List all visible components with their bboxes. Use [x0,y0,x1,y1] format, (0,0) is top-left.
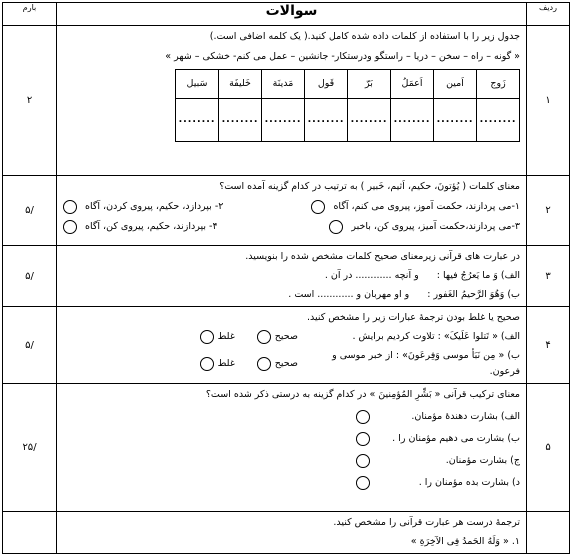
false-label: غلط [217,358,235,369]
question-number: ۵ [527,384,570,512]
question-score: /۵ [3,176,57,246]
word-bank: « گونه – راه – سخن – دریا – راستگو ودرستکار- جانشین – عمل می کنم- خشکی – شهر » [165,51,520,62]
question-1-instruction: جدول زیر را با استفاده از کلمات داده شده کامل کنید.( یک کلمه اضافی است.) [209,31,520,42]
true-option[interactable] [257,356,298,372]
question-6-item-1: ۱. « وَلَهُ الحَمدُ فِی الآخِرَةِ » [410,536,520,547]
exam-table [2,2,570,554]
radio-circle[interactable] [200,357,214,371]
question-score [3,512,57,554]
words-table [175,69,520,142]
answer-cell[interactable]: ........ [434,99,477,142]
option-1[interactable] [311,199,520,215]
radio-circle[interactable] [257,357,271,371]
question-2-text: معنای کلمات ( یُؤتونَ، حکیم، اَثیم، خَبیر ) به ترتیب در کدام گزینه آمده است؟ [219,181,520,192]
question-3 [57,246,527,307]
radio-circle[interactable] [356,432,370,446]
option-label: د) بشارت بده مؤمنان را . [418,477,520,488]
false-option[interactable] [200,356,235,372]
question-score: /۵ [3,246,57,307]
statement-b: ب) « مِن نَبَأ موسی وَفِرعَونَ» : از خبر موسی و فرعون. [332,350,520,377]
question-4-row [3,307,570,384]
item-a-answer[interactable]: و آنچه ............ در آن . [324,270,419,281]
answer-cell[interactable]: ........ [477,99,520,142]
answer-cell[interactable]: ........ [391,99,434,142]
option-a[interactable] [63,409,520,425]
question-2 [57,176,527,246]
radio-circle[interactable] [311,200,325,214]
question-score: /۵ [3,307,57,384]
question-3-text: در عبارت های قرآنی زیرمعنای صحیح کلمات مشخص شده را بنویسید. [245,251,520,262]
option-4[interactable] [63,219,218,235]
question-number: ۴ [527,307,570,384]
true-option[interactable] [257,329,298,345]
word-cell: مَدینَة [262,70,305,99]
header-row [3,3,570,26]
option-label: ۱-می پردازند، حکمت آموز، پیروی می کنم، آگاه [333,201,520,212]
radio-circle[interactable] [356,454,370,468]
word-cell: اَعمَلُ [391,70,434,99]
option-label: ۴- بپردازند، حکیم، پیروی کن، آگاه [85,221,218,232]
statement-a: الف) « تَتلوا عَلَیکَ» : تلاوت کردیم برایش . [352,331,520,342]
question-4-text: صحیح یا غلط بودن ترجمهٔ عبارات زیر را مشخص کنید. [306,312,520,323]
option-3[interactable] [329,219,520,235]
question-number: ۳ [527,246,570,307]
option-label: الف) بشارت دهندهٔ مؤمنان. [411,411,520,422]
question-6 [57,512,527,554]
question-number: ۱ [527,26,570,176]
radio-circle[interactable] [329,220,343,234]
question-number [527,512,570,554]
question-1-row [3,26,570,176]
question-3-row [3,246,570,307]
radio-circle[interactable] [63,200,77,214]
question-score: ۲ [3,26,57,176]
question-score: /۲۵ [3,384,57,512]
question-1 [57,26,527,176]
radio-circle[interactable] [200,330,214,344]
exam-page [2,2,569,547]
question-4 [57,307,527,384]
true-label: صحیح [274,358,298,369]
item-b-label: ب) وَهُوَ الرَّحیمُ الغَفور : [427,289,520,300]
answer-cell[interactable]: ........ [305,99,348,142]
radio-circle[interactable] [356,476,370,490]
option-label: ۳-می پردازند،حکمت آمیز، پیروی کن، باخبر [351,221,520,232]
header-barom: بارم [3,3,57,26]
header-title: سوالات [57,3,527,26]
option-label: ب) بشارت می دهیم مؤمنان را . [392,433,520,444]
option-d[interactable] [63,475,520,491]
word-cell: سَبیل [176,70,219,99]
option-b[interactable] [63,431,520,447]
option-2[interactable] [63,199,223,215]
item-b-answer[interactable]: و او مهربان و ............ است . [288,289,410,300]
question-5-row [3,384,570,512]
word-cell: بَرّ [348,70,391,99]
answer-cell[interactable]: ........ [219,99,262,142]
word-cell: اَمین [434,70,477,99]
question-6-text: ترجمهٔ درست هر عبارت قرآنی را مشخص کنید. [333,517,520,528]
word-cell: قَول [305,70,348,99]
item-a-label: الف) وَ ما یَعرُجُ فیها : [436,270,520,281]
option-c[interactable] [63,453,520,469]
radio-circle[interactable] [356,410,370,424]
radio-circle[interactable] [257,330,271,344]
word-cell: خَلیفَة [219,70,262,99]
word-cell: زَوج [477,70,520,99]
option-label: ج) بشارت مؤمنان. [445,455,520,466]
question-2-row [3,176,570,246]
option-label: ۲- بپردازد، حکیم، پیروی کردن، آگاه [85,201,224,212]
answer-cell[interactable]: ........ [348,99,391,142]
false-label: غلط [217,331,235,342]
true-label: صحیح [274,331,298,342]
question-5 [57,384,527,512]
radio-circle[interactable] [63,220,77,234]
answer-cell[interactable]: ........ [176,99,219,142]
answer-cell[interactable]: ........ [262,99,305,142]
question-5-text: معنای ترکیب قرآنی « بَشِّرِ المُؤمِنینَ » در کدام گزینه به درستی ذکر شده است؟ [205,389,520,400]
question-number: ۲ [527,176,570,246]
question-6-row [3,512,570,554]
header-radif: ردیف [527,3,570,26]
false-option[interactable] [200,329,235,345]
